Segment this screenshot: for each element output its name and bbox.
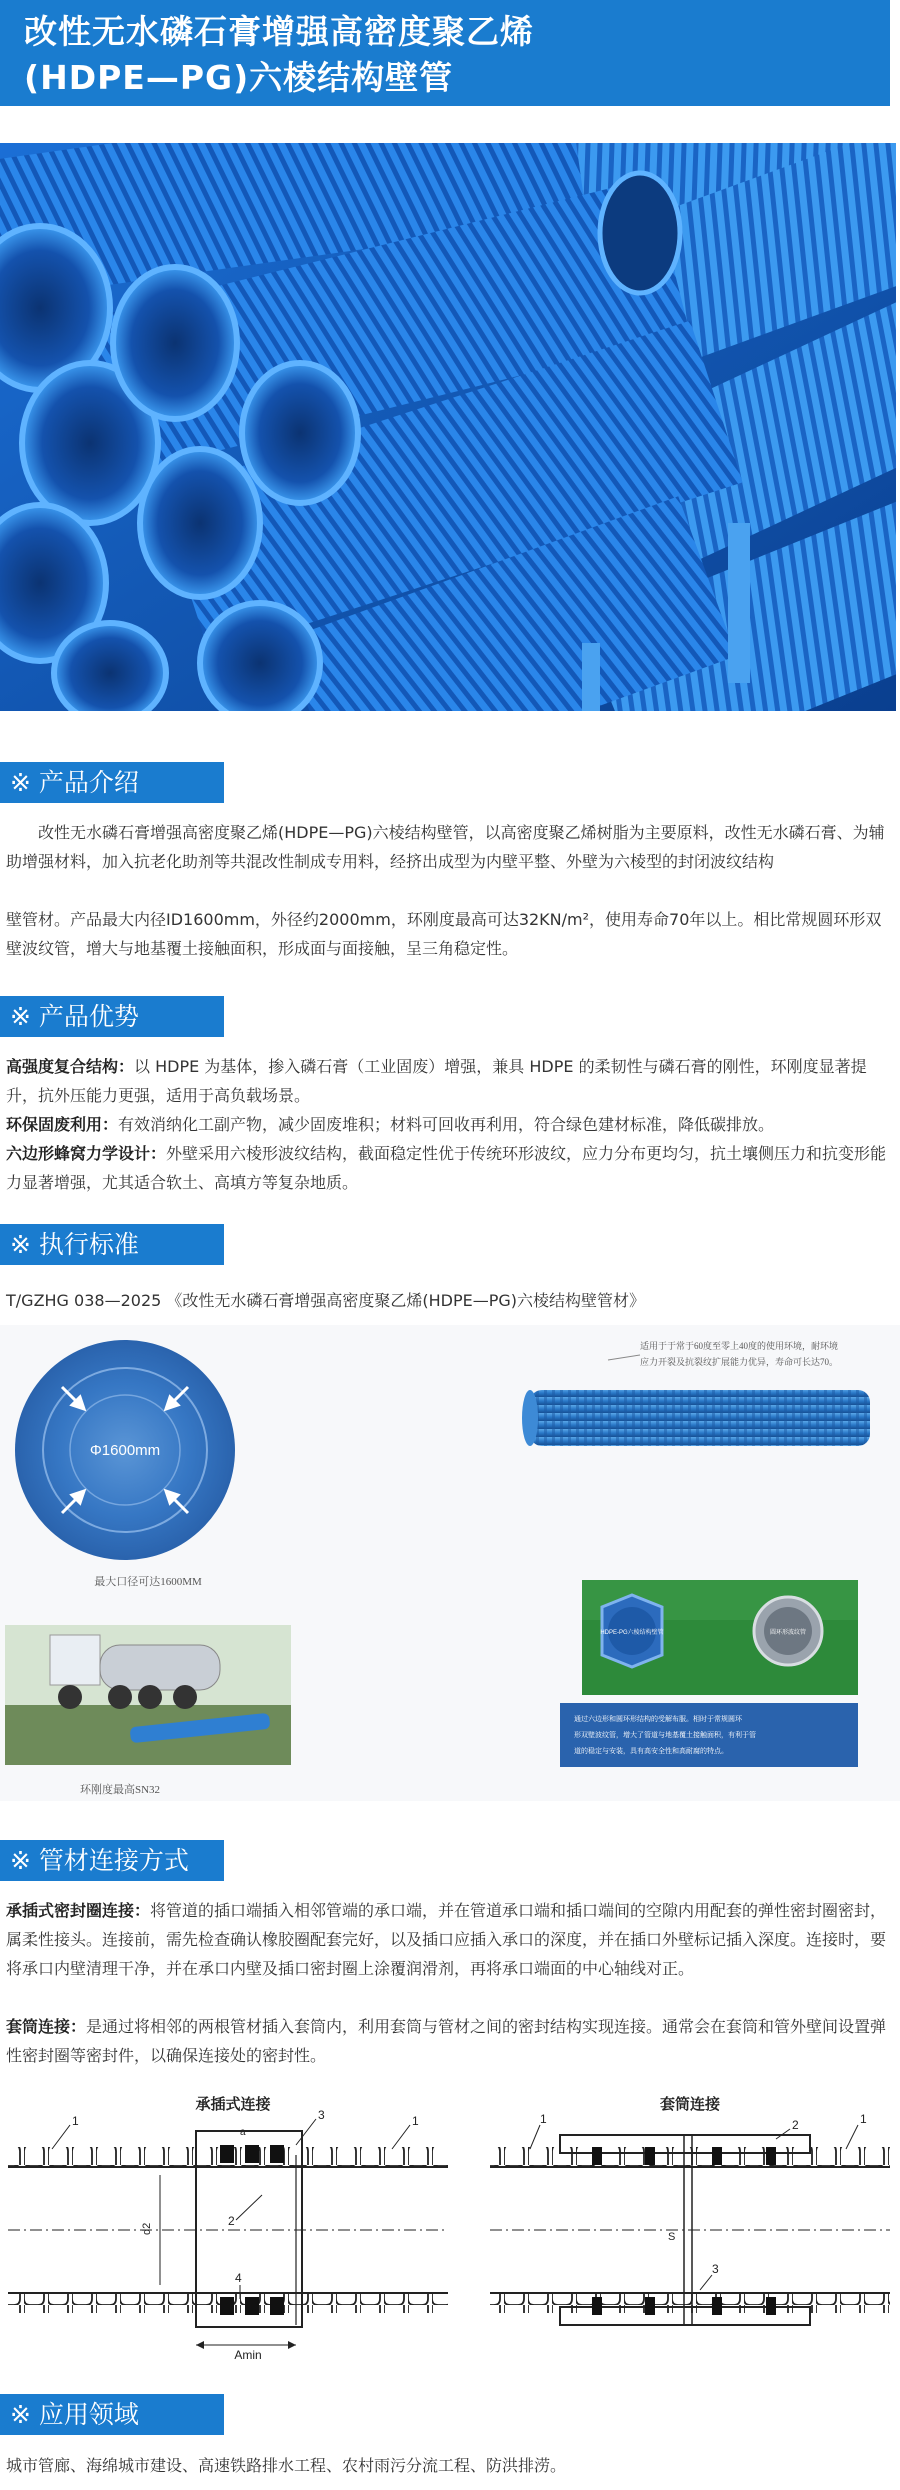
callout-1-left: 1 bbox=[72, 2114, 79, 2128]
round-pipe-label: 圆环形波纹管 bbox=[769, 1630, 807, 1636]
advantage-text: 有效消纳化工副产物，减少固废堆积；材料可回收再利用，符合绿色建材标准，降低碳排放。 bbox=[118, 1115, 775, 1134]
advantage-item bbox=[6, 1052, 891, 1110]
label-amin: Amin bbox=[234, 2348, 262, 2360]
callout-2-right: 2 bbox=[792, 2118, 799, 2132]
bottom-note-line1: 通过六边形和圆环形结构的受解布服。相时于常规圆环 bbox=[574, 1715, 742, 1723]
bottom-note-line2: 形双壁波纹管，增大了管道与地基覆土接触面积，有利于管 bbox=[574, 1731, 756, 1739]
connection-diagrams bbox=[0, 2085, 900, 2360]
connection-label: 承插式密封圈连接： bbox=[6, 1901, 151, 1920]
label-d2: d2 bbox=[141, 2222, 153, 2235]
truck-caption: 环刚度最高SN32 bbox=[79, 1784, 161, 1796]
callout-1-right-a: 1 bbox=[540, 2112, 547, 2126]
callout-1-right-b: 1 bbox=[860, 2112, 867, 2126]
label-s: S bbox=[668, 2231, 676, 2243]
hero-pipes-image bbox=[0, 143, 896, 711]
standard-text: T/GZHG 038—2025 《改性无水磷石膏增强高密度聚乙烯(HDPE—PG)六棱结构壁管材》 bbox=[6, 1291, 646, 1310]
circle-diameter-label: Φ1600mm bbox=[89, 1442, 161, 1459]
advantage-text: 以 HDPE 为基体，掺入磷石膏（工业固废）增强，兼具 HDPE 的柔韧性与磷石膏的刚性，环刚度显著提升，抗外压能力更强，适用于高负载场景。 bbox=[6, 1057, 867, 1105]
connection-item bbox=[6, 2012, 891, 2070]
application-text: 城市管廊、海绵城市建设、高速铁路排水工程、农村雨污分流工程、防洪排涝。 bbox=[6, 2456, 567, 2475]
section-heading-application: ※ 应用领域 bbox=[0, 2394, 224, 2435]
label-a: a bbox=[240, 2127, 246, 2138]
connection-label: 套筒连接： bbox=[6, 2017, 87, 2036]
top-note-line2: 应力开裂及抗裂纹扩展能力优异，寿命可长达70。 bbox=[640, 1357, 839, 1367]
callout-1-right: 1 bbox=[412, 2114, 419, 2128]
diagram-right-title: 套筒连接 bbox=[659, 2096, 721, 2113]
advantage-text: 外壁采用六棱形波纹结构，截面稳定性优于传统环形波纹，应力分布更均匀，抗土壤侧压力和抗变形能力显著增强，尤其适合软土、高填方等复杂地质。 bbox=[6, 1144, 887, 1192]
intro-paragraph-1: 改性无水磷石膏增强高密度聚乙烯(HDPE—PG)六棱结构壁管，以高密度聚乙烯树脂为主要原料，改性无水磷石膏、为辅助增强材料，加入抗老化助剂等共混改性制成专用料，经挤出成型为内壁平整、外壁为六棱型的封闭波纹结构 bbox=[6, 823, 885, 871]
hex-pipe-label: HDPE-PG六棱结构壁管 bbox=[600, 1630, 664, 1636]
page-title-line2: (HDPE—PG)六棱结构壁管 bbox=[24, 58, 454, 97]
top-note-line1: 适用于于常于60度至零上40度的使用环境，耐环境 bbox=[640, 1341, 839, 1351]
page-title-line1: 改性无水磷石膏增强高密度聚乙烯 bbox=[24, 12, 534, 51]
product-feature-panel bbox=[0, 1325, 900, 1801]
bottom-note-line3: 道的稳定与安装，具有高安全性和高耐腐的特点。 bbox=[574, 1747, 728, 1755]
section-heading-intro: ※ 产品介绍 bbox=[0, 762, 224, 803]
advantage-label: 环保固废利用： bbox=[6, 1115, 119, 1134]
title-banner bbox=[0, 0, 890, 106]
advantage-item bbox=[6, 1139, 891, 1197]
connection-item bbox=[6, 1896, 891, 1983]
diagram-left-title: 承插式连接 bbox=[195, 2096, 271, 2113]
section-heading-standard: ※ 执行标准 bbox=[0, 1224, 224, 1265]
connection-text: 是通过将相邻的两根管材插入套筒内，利用套筒与管材之间的密封结构实现连接。通常会在套筒和管外壁间设置弹性密封圈等密封件，以确保连接处的密封性。 bbox=[6, 2017, 887, 2065]
section-heading-advantages: ※ 产品优势 bbox=[0, 996, 224, 1037]
callout-2: 2 bbox=[228, 2214, 235, 2228]
callout-3-right: 3 bbox=[712, 2262, 719, 2276]
callout-4: 4 bbox=[235, 2271, 242, 2285]
advantage-label: 六边形蜂窝力学设计： bbox=[6, 1144, 167, 1163]
section-heading-connection: ※ 管材连接方式 bbox=[0, 1840, 224, 1881]
intro-paragraph-2: 壁管材。产品最大内径ID1600mm，外径约2000mm，环刚度最高可达32KN/m²，使用寿命70年以上。相比常规圆环形双壁波纹管，增大与地基覆土接触面积，形成面与面接触，呈三角稳定性。 bbox=[6, 910, 882, 958]
connection-text: 将管道的插口端插入相邻管端的承口端，并在管道承口端和插口端间的空隙内用配套的弹性密封圈密封，属柔性接头。连接前，需先检查确认橡胶圈配套完好，以及插口应插入承口的深度，并在插口外壁标记插入深度。连接时，要将承口内壁清理干净，并在承口内壁及插口密封圈上涂覆润滑剂，再将承口端面的中心轴线对正。 bbox=[6, 1901, 887, 1978]
advantage-item bbox=[6, 1110, 891, 1139]
advantage-label: 高强度复合结构： bbox=[6, 1057, 135, 1076]
callout-3: 3 bbox=[318, 2108, 325, 2122]
max-diameter-caption: 最大口径可达1600MM bbox=[94, 1576, 202, 1588]
